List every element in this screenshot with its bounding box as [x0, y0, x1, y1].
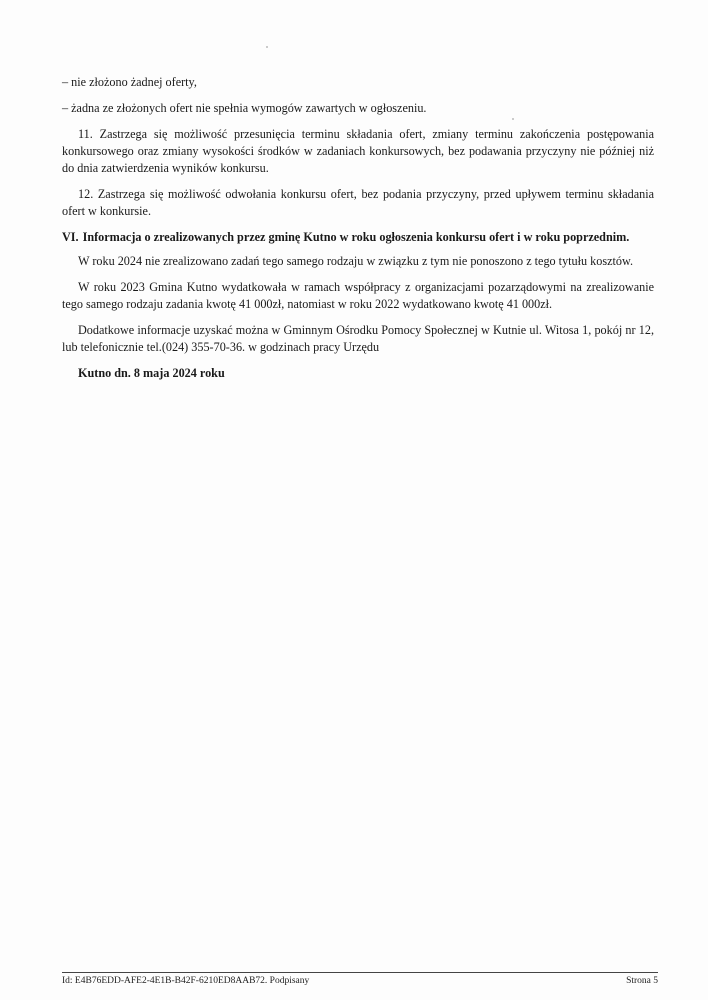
- page-footer: [62, 975, 658, 987]
- scan-speck: [266, 46, 268, 48]
- paragraph-2023: W roku 2023 Gmina Kutno wydatkowała w ramach współpracy z organizacjami pozarządowymi na zrealizowanie tego samego rodzaju zadania kwotę 41 000zł, natomiast w roku 2022 wydatkowano kwotę 41 000zł.: [62, 280, 654, 311]
- paragraph-contact-info: Dodatkowe informacje uzyskać można w Gminnym Ośrodku Pomocy Społecznej w Kutnie ul. Witosa 1, pokój nr 12, lub telefonicznie tel.(024) 355-70-36. w godzinach pracy Urzędu: [62, 323, 654, 354]
- section-title: Informacja o zrealizowanych przez gminę Kutno w roku ogłoszenia konkursu ofert i w roku poprzednim.: [82, 230, 630, 244]
- place-and-date: Kutno dn. 8 maja 2024 roku: [78, 366, 225, 380]
- paragraph-12: 12. Zastrzega się możliwość odwołania konkursu ofert, bez podania przyczyny, przed upływem terminu składania ofert w konkursie.: [62, 187, 654, 218]
- section-heading: [62, 229, 654, 246]
- paragraph-11: 11. Zastrzega się możliwość przesunięcia terminu składania ofert, zmiany terminu zakończenia postępowania konkursowego oraz zmiany wysokości środków w zadaniach konkursowych, bez podawania przyczyny nie później niż do dnia zatwierdzenia wyników konkursu.: [62, 127, 654, 175]
- footer-divider: [62, 972, 658, 973]
- document-id: Id: E4B76EDD-AFE2-4E1B-B42F-6210ED8AAB72. Podpisany: [62, 976, 310, 986]
- list-item: – żadna ze złożonych ofert nie spełnia wymogów zawartych w ogłoszeniu.: [62, 101, 427, 115]
- list-item: – nie złożono żadnej oferty,: [62, 75, 197, 89]
- document-body: [62, 74, 654, 382]
- page-number: Strona 5: [626, 976, 658, 986]
- paragraph-2024: W roku 2024 nie zrealizowano zadań tego samego rodzaju w związku z tym nie ponoszono z tego tytułu kosztów.: [78, 254, 634, 268]
- section-number: VI.: [62, 230, 79, 244]
